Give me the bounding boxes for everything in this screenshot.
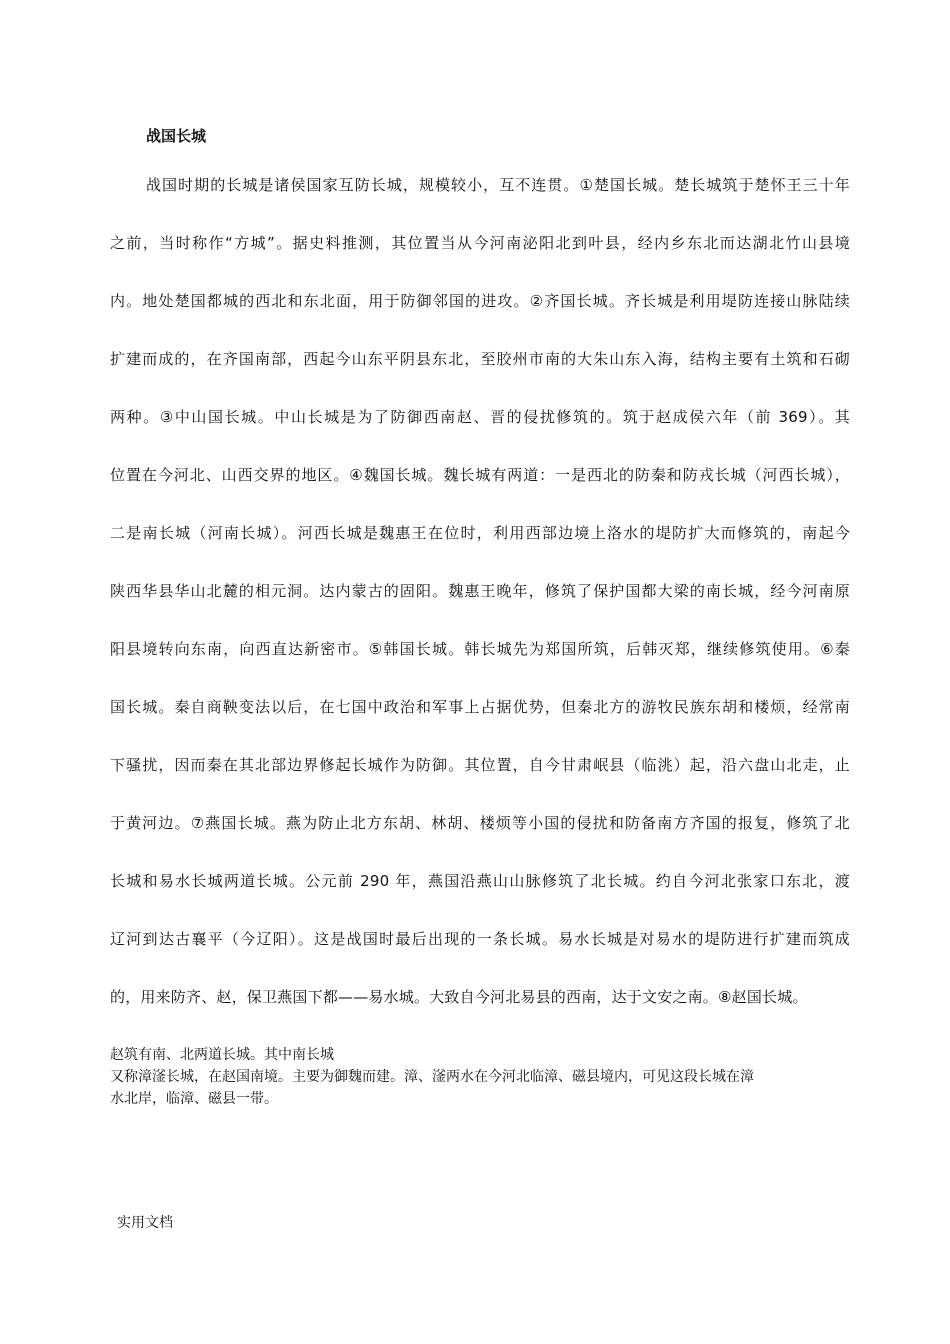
section-title: 战国长城 — [146, 127, 207, 145]
paragraph-line: 战国时期的长城是诸侯国家互防长城，规模较小，互不连贯。①楚国长城。楚长城筑于楚怀王三十年 — [146, 176, 850, 194]
paragraph-line: 的，用来防齐、赵，保卫燕国下都——易水城。大致自今河北易县的西南，达于文安之南。⑧赵国长城。 — [110, 988, 808, 1006]
paragraph-line: 陕西华县华山北麓的相元洞。达内蒙古的固阳。魏惠王晚年，修筑了保护国都大梁的南长城，经今河南原 — [110, 582, 850, 600]
paragraph-line: 长城和易水长城两道长城。公元前 290 年，燕国沿燕山山脉修筑了北长城。约自今河北张家口东北，渡 — [110, 872, 850, 890]
paragraph-line: 内。地处楚国都城的西北和东北面，用于防御邻国的进攻。②齐国长城。齐长城是利用堤防连接山脉陆续 — [110, 292, 850, 310]
paragraph-line: 于黄河边。⑦燕国长城。燕为防止北方东胡、林胡、楼烦等小国的侵扰和防备南方齐国的报复，修筑了北 — [110, 814, 850, 832]
paragraph-line: 辽河到达古襄平（今辽阳）。这是战国时最后出现的一条长城。易水长城是对易水的堤防进行扩建而筑成 — [110, 930, 850, 948]
paragraph-line: 下骚扰，因而秦在其北部边界修起长城作为防御。其位置，自今甘肃岷县（临洮）起，沿六盘山北走，止 — [110, 756, 850, 774]
paragraph-line: 扩建而成的，在齐国南部，西起今山东平阴县东北，至胶州市南的大朱山东入海，结构主要有土筑和石砌 — [110, 350, 850, 368]
paragraph-line: 两种。③中山国长城。中山长城是为了防御西南赵、晋的侵扰修筑的。筑于赵成侯六年（前 369）。其 — [110, 408, 850, 426]
tail-paragraph — [110, 1044, 850, 1110]
paragraph-line: 阳县境转向东南，向西直达新密市。⑤韩国长城。韩长城先为郑国所筑，后韩灭郑，继续修筑使用。⑥秦 — [110, 640, 850, 658]
tail-line: 水北岸，临漳、磁县一带。 — [110, 1091, 278, 1107]
tail-line: 赵筑有南、北两道长城。其中南长城 — [110, 1047, 334, 1063]
footer-label: 实用文档 — [117, 1215, 173, 1231]
paragraph-line: 之前，当时称作“方城”。据史料推测，其位置当从今河南泌阳北到叶县，经内乡东北而达湖北竹山县境 — [110, 234, 850, 252]
paragraph-line: 国长城。秦自商鞅变法以后，在七国中政治和军事上占据优势，但秦北方的游牧民族东胡和楼烦，经常南 — [110, 698, 850, 716]
paragraph-line: 二是南长城（河南长城）。河西长城是魏惠王在位时，利用西部边境上洛水的堤防扩大而修筑的，南起今 — [110, 524, 850, 542]
paragraph-line: 位置在今河北、山西交界的地区。④魏国长城。魏长城有两道：一是西北的防秦和防戎长城（河西长城）， — [110, 466, 850, 484]
tail-line: 又称漳滏长城，在赵国南境。主要为御魏而建。漳、滏两水在今河北临漳、磁县境内，可见这段长城在漳 — [110, 1069, 754, 1085]
